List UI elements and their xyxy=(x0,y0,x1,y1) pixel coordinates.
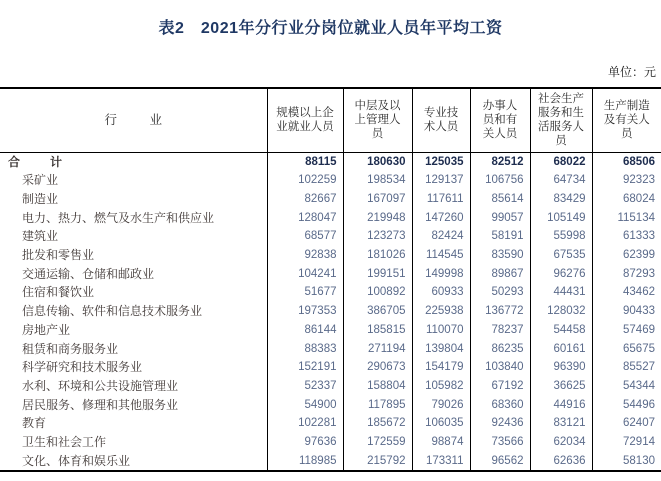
table-body xyxy=(0,152,661,471)
cell-value: 65675 xyxy=(623,342,655,355)
cell-value: 198534 xyxy=(343,171,412,190)
row-label: 水利、环境和公共设施管理业 xyxy=(0,377,267,396)
cell-value: 55998 xyxy=(530,227,592,246)
table-header xyxy=(0,88,661,152)
cell-value: 129137 xyxy=(412,171,470,190)
cell-value: 139804 xyxy=(412,340,470,359)
cell-value: 106035 xyxy=(412,414,470,433)
table-row xyxy=(0,152,661,171)
cell-value: 219948 xyxy=(343,209,412,228)
cell-value: 85614 xyxy=(470,190,530,209)
table-row xyxy=(0,227,661,246)
cell-value: 54458 xyxy=(530,321,592,340)
cell-value: 152191 xyxy=(267,358,343,377)
cell-value: 102259 xyxy=(267,171,343,190)
table-row xyxy=(0,358,661,377)
cell-value: 105149 xyxy=(530,209,592,228)
cell-value: 97636 xyxy=(267,433,343,452)
cell-value: 123273 xyxy=(343,227,412,246)
cell-value: 90433 xyxy=(623,305,655,318)
cell-value: 103840 xyxy=(470,358,530,377)
cell-value: 43462 xyxy=(623,286,655,299)
cell-value: 88115 xyxy=(267,152,343,171)
cell-value: 172559 xyxy=(343,433,412,452)
column-header: 生产制造及有关人员 xyxy=(592,88,661,152)
cell-value: 68022 xyxy=(530,152,592,171)
cell-value: 44431 xyxy=(530,283,592,302)
cell-value: 92323 xyxy=(623,174,655,187)
cell-value: 197353 xyxy=(267,302,343,321)
cell-value: 67192 xyxy=(470,377,530,396)
cell-value: 44916 xyxy=(530,396,592,415)
header-row xyxy=(0,88,661,152)
cell-value: 96390 xyxy=(530,358,592,377)
cell-value: 290673 xyxy=(343,358,412,377)
cell-value: 104241 xyxy=(267,265,343,284)
cell-value: 167097 xyxy=(343,190,412,209)
cell-value: 115134 xyxy=(617,211,655,224)
row-label: 信息传输、软件和信息技术服务业 xyxy=(0,302,267,321)
row-label: 住宿和餐饮业 xyxy=(0,283,267,302)
cell-value: 54344 xyxy=(623,379,655,392)
cell-value: 82424 xyxy=(412,227,470,246)
cell-value: 54900 xyxy=(267,396,343,415)
cell-value: 57469 xyxy=(623,323,655,336)
cell-value: 106756 xyxy=(470,171,530,190)
row-label: 文化、体育和娱乐业 xyxy=(0,452,267,472)
cell-value: 82512 xyxy=(470,152,530,171)
cell-value: 82667 xyxy=(267,190,343,209)
cell-value: 185815 xyxy=(343,321,412,340)
cell-value: 102281 xyxy=(267,414,343,433)
cell-value: 83121 xyxy=(530,414,592,433)
cell-value: 60933 xyxy=(412,283,470,302)
cell-value: 114545 xyxy=(412,246,470,265)
row-label: 房地产业 xyxy=(0,321,267,340)
cell-value: 117611 xyxy=(412,190,470,209)
cell-value: 118985 xyxy=(267,452,343,472)
row-label: 租赁和商务服务业 xyxy=(0,340,267,359)
cell-value: 271194 xyxy=(343,340,412,359)
column-header: 规模以上企业就业人员 xyxy=(267,88,343,152)
cell-value: 180630 xyxy=(343,152,412,171)
cell-value: 185672 xyxy=(343,414,412,433)
cell-value: 67535 xyxy=(530,246,592,265)
row-label: 科学研究和技术服务业 xyxy=(0,358,267,377)
cell-value: 79026 xyxy=(412,396,470,415)
cell-value: 68506 xyxy=(623,155,655,168)
unit-label: 单位：元 xyxy=(607,65,656,79)
row-label: 居民服务、修理和其他服务业 xyxy=(0,396,267,415)
cell-value: 58191 xyxy=(470,227,530,246)
cell-value: 128047 xyxy=(267,209,343,228)
column-header-industry: 行 业 xyxy=(0,88,267,152)
cell-value: 96276 xyxy=(530,265,592,284)
cell-value: 50293 xyxy=(470,283,530,302)
cell-value: 149998 xyxy=(412,265,470,284)
cell-value: 96562 xyxy=(470,452,530,472)
cell-value: 92838 xyxy=(267,246,343,265)
cell-value: 92436 xyxy=(470,414,530,433)
cell-value: 52337 xyxy=(267,377,343,396)
wage-table xyxy=(0,87,661,472)
cell-value: 88383 xyxy=(267,340,343,359)
cell-value: 173311 xyxy=(412,452,470,472)
row-label: 交通运输、仓储和邮政业 xyxy=(0,265,267,284)
cell-value: 62407 xyxy=(623,417,655,430)
cell-value: 100892 xyxy=(343,283,412,302)
cell-value: 136772 xyxy=(470,302,530,321)
cell-value: 128032 xyxy=(530,302,592,321)
row-label: 采矿业 xyxy=(0,171,267,190)
cell-value: 99057 xyxy=(470,209,530,228)
row-label: 批发和零售业 xyxy=(0,246,267,265)
cell-value: 89867 xyxy=(470,265,530,284)
table-row xyxy=(0,190,661,209)
cell-value: 85527 xyxy=(623,361,655,374)
row-label: 制造业 xyxy=(0,190,267,209)
cell-value: 86235 xyxy=(470,340,530,359)
table-row xyxy=(0,209,661,228)
cell-value: 62399 xyxy=(623,249,655,262)
cell-value: 199151 xyxy=(343,265,412,284)
cell-value: 51677 xyxy=(267,283,343,302)
cell-value: 60161 xyxy=(530,340,592,359)
cell-value: 62034 xyxy=(530,433,592,452)
table-row xyxy=(0,265,661,284)
cell-value: 105982 xyxy=(412,377,470,396)
column-header: 中层及以上管理人员 xyxy=(343,88,412,152)
cell-value: 158804 xyxy=(343,377,412,396)
cell-value: 83590 xyxy=(470,246,530,265)
table-row xyxy=(0,246,661,265)
cell-value: 110070 xyxy=(412,321,470,340)
table-row xyxy=(0,283,661,302)
table-row xyxy=(0,171,661,190)
table-row xyxy=(0,302,661,321)
table-row xyxy=(0,452,661,472)
column-header: 专业技术人员 xyxy=(412,88,470,152)
cell-value: 61333 xyxy=(623,230,655,243)
cell-value: 73566 xyxy=(470,433,530,452)
table-row xyxy=(0,433,661,452)
cell-value: 64734 xyxy=(530,171,592,190)
table-row xyxy=(0,414,661,433)
cell-value: 54496 xyxy=(623,398,655,411)
cell-value: 68360 xyxy=(470,396,530,415)
cell-value: 36625 xyxy=(530,377,592,396)
table-row xyxy=(0,321,661,340)
cell-value: 98874 xyxy=(412,433,470,452)
cell-value: 386705 xyxy=(343,302,412,321)
table-row xyxy=(0,396,661,415)
cell-value: 68024 xyxy=(623,192,655,205)
cell-value: 83429 xyxy=(530,190,592,209)
cell-value: 215792 xyxy=(343,452,412,472)
row-label: 电力、热力、燃气及水生产和供应业 xyxy=(0,209,267,228)
page-title: 表2 2021年分行业分岗位就业人员年平均工资 xyxy=(158,20,503,37)
row-label: 教育 xyxy=(0,414,267,433)
cell-value: 87293 xyxy=(623,267,655,280)
column-header: 办事人员和有关人员 xyxy=(470,88,530,152)
column-header: 社会生产服务和生活服务人员 xyxy=(530,88,592,152)
cell-value: 72914 xyxy=(623,436,655,449)
table-row xyxy=(0,377,661,396)
cell-value: 86144 xyxy=(267,321,343,340)
cell-value: 68577 xyxy=(267,227,343,246)
cell-value: 147260 xyxy=(412,209,470,228)
table-row xyxy=(0,340,661,359)
cell-value: 58130 xyxy=(623,454,655,467)
cell-value: 225938 xyxy=(412,302,470,321)
cell-value: 117895 xyxy=(343,396,412,415)
cell-value: 62636 xyxy=(530,452,592,472)
cell-value: 181026 xyxy=(343,246,412,265)
row-label: 卫生和社会工作 xyxy=(0,433,267,452)
row-label: 建筑业 xyxy=(0,227,267,246)
cell-value: 78237 xyxy=(470,321,530,340)
cell-value: 125035 xyxy=(412,152,470,171)
row-label: 合 计 xyxy=(0,152,267,171)
cell-value: 154179 xyxy=(412,358,470,377)
